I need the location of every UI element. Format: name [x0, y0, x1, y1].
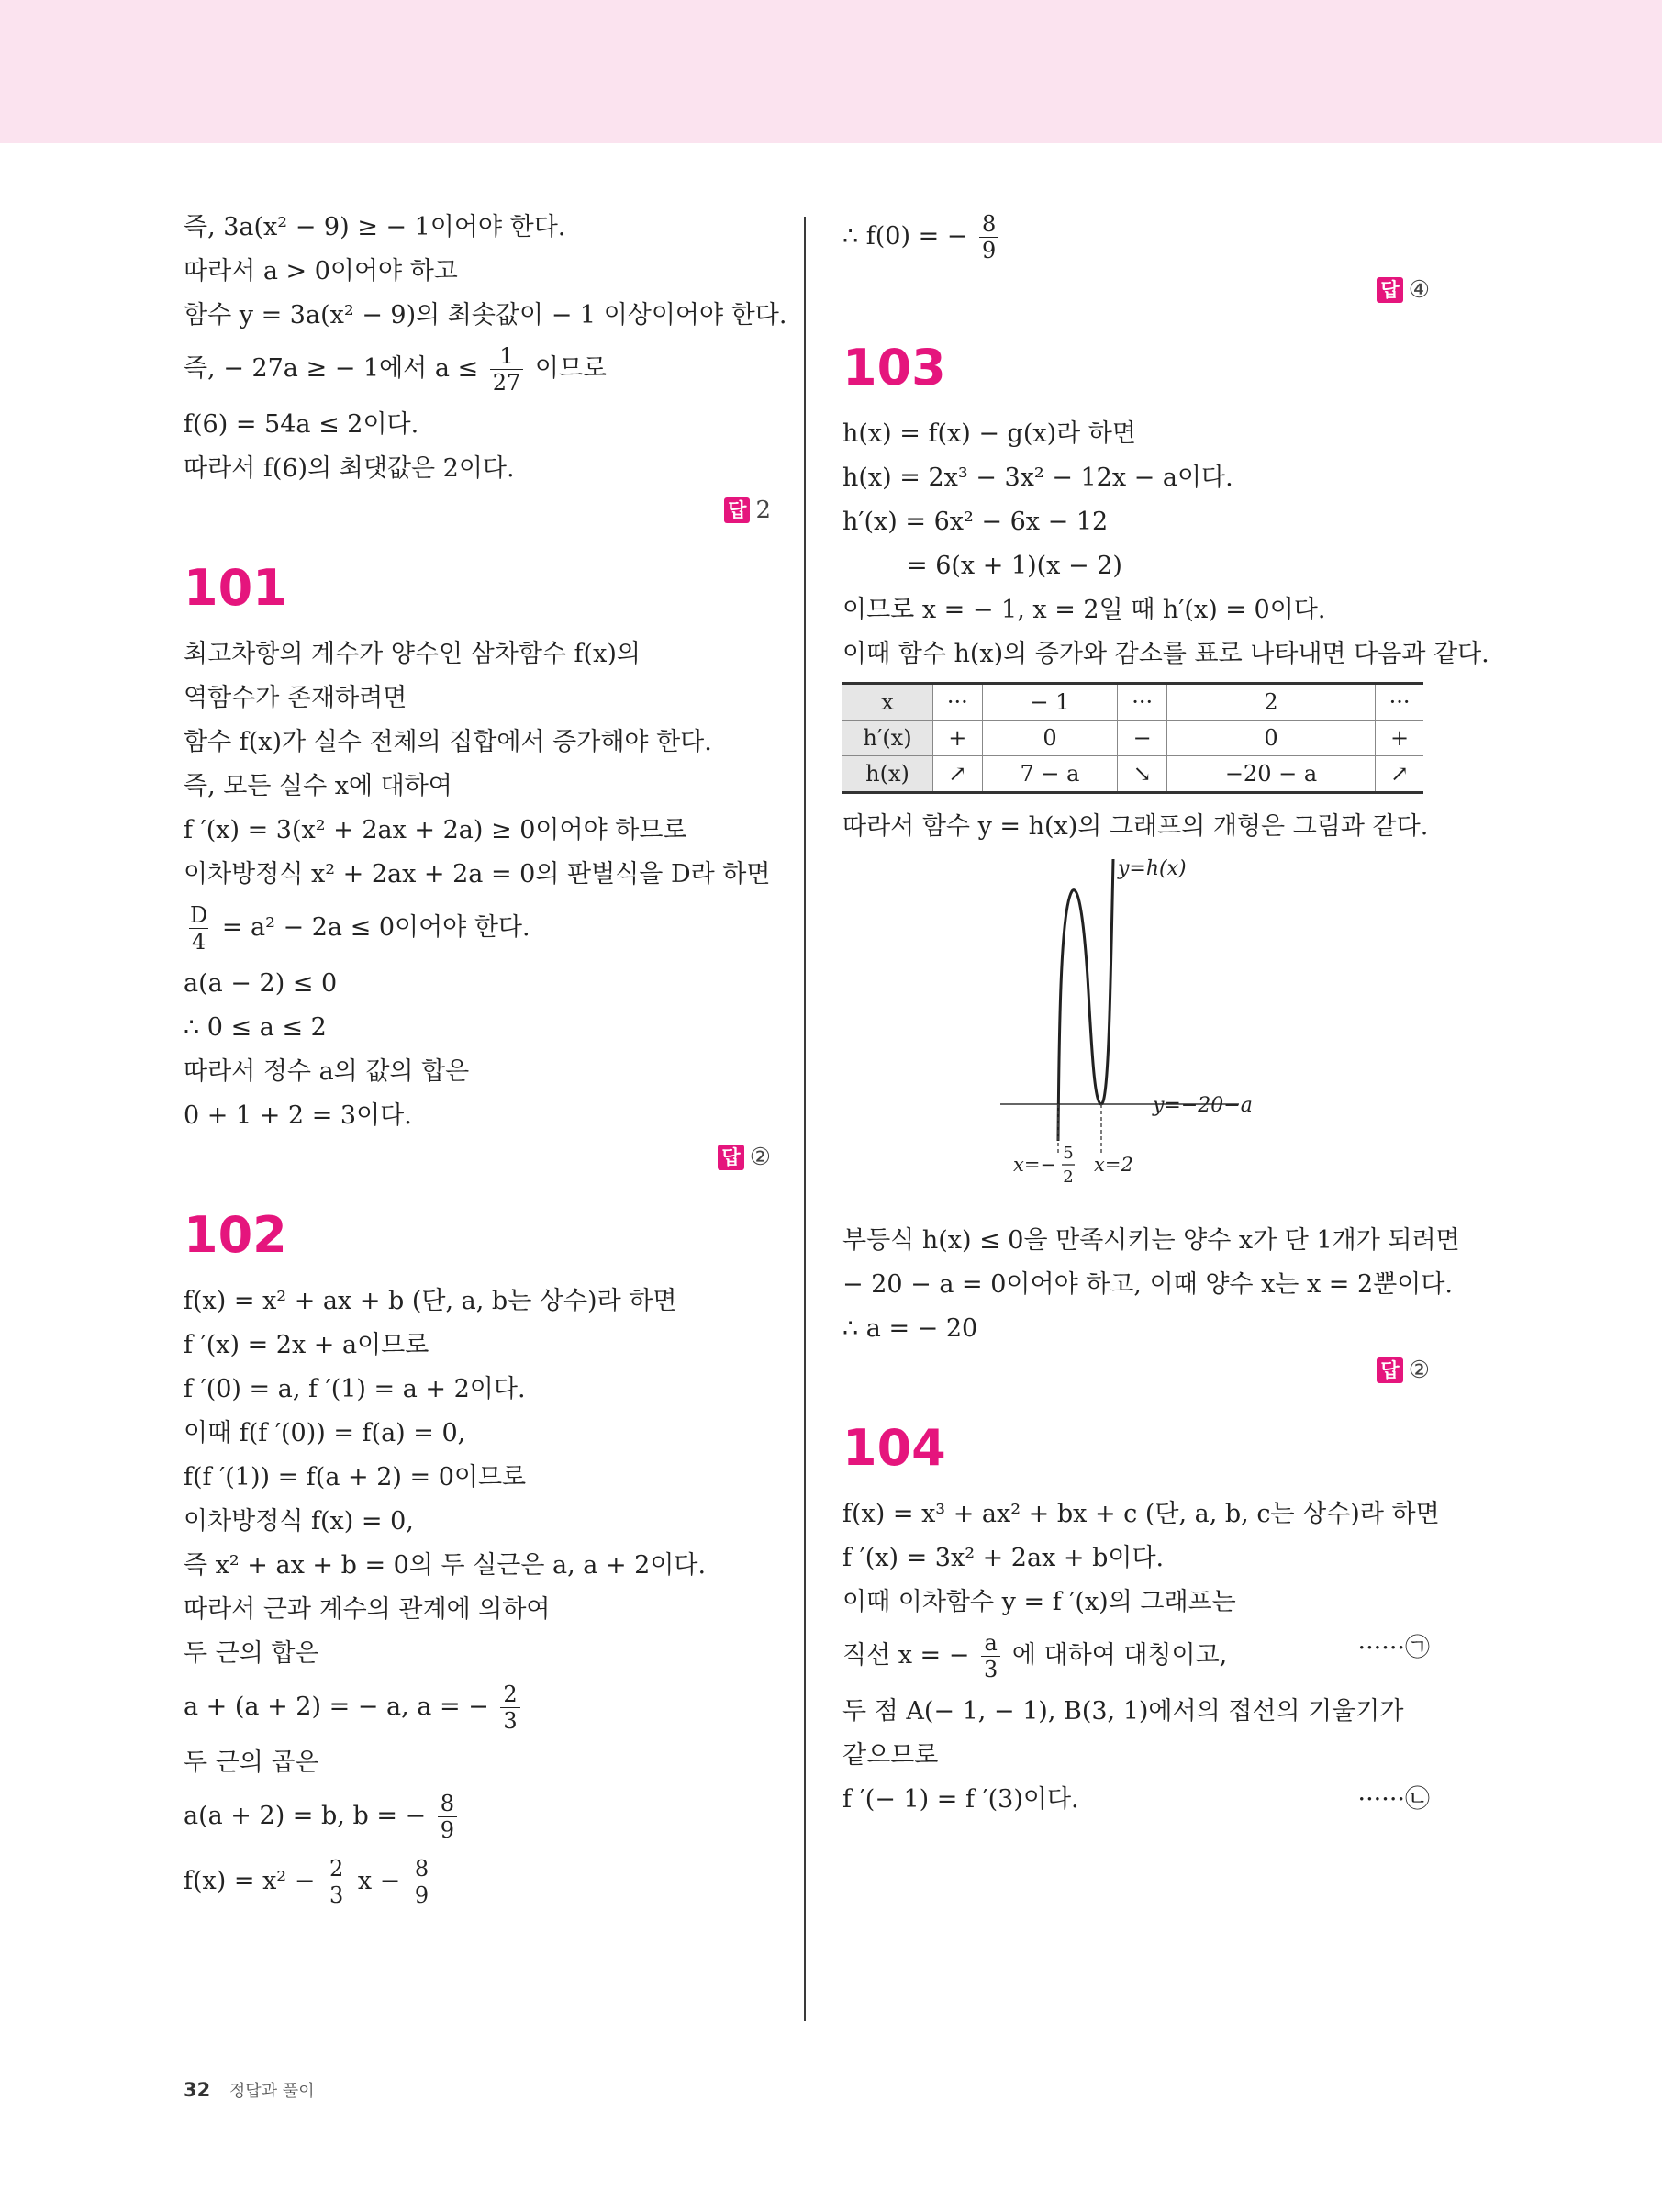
function-graph	[842, 855, 1430, 1208]
text-segment: 이므로	[534, 354, 608, 383]
table-cell: −	[1118, 721, 1167, 756]
text-line: 두 근의 곱은	[184, 1748, 319, 1777]
table-cell: − 1	[982, 684, 1118, 721]
text-line: f(f ′(1)) = f(a + 2) = 0이므로	[184, 1463, 527, 1491]
answer-badge: 답	[1377, 1357, 1402, 1383]
table-cell: x	[842, 684, 933, 721]
table-cell: ···	[1376, 684, 1423, 721]
text-segment: a(a + 2) = b, b = −	[184, 1802, 427, 1830]
text-line: = 6(x + 1)(x − 2)	[907, 552, 1122, 580]
text-segment: x −	[357, 1867, 401, 1895]
text-line: 이때 이차함수 y = f ′(x)의 그래프는	[842, 1588, 1236, 1616]
page-footer	[184, 2078, 315, 2102]
text-line: 같으므로	[842, 1741, 939, 1770]
page-number: 32	[184, 2079, 211, 2101]
text-line: f ′(x) = 3(x² + 2ax + 2a) ≥ 0이어야 하므로	[184, 816, 687, 844]
text-line: 따라서 a > 0이어야 하고	[184, 257, 458, 285]
answer-row	[842, 276, 1430, 304]
x-left-denominator: 2	[1063, 1167, 1074, 1187]
text-line: 이차방정식 x² + 2ax + 2a = 0의 판별식을 D라 하면	[184, 860, 771, 888]
text-line: 0 + 1 + 2 = 3이다.	[184, 1101, 412, 1130]
fraction	[438, 1791, 457, 1843]
answer-value: 2	[755, 497, 771, 524]
text-line: h′(x) = 6x² − 6x − 12	[842, 508, 1109, 536]
denominator: 4	[189, 928, 208, 955]
text-line: f(6) = 54a ≤ 2이다.	[184, 410, 419, 439]
table-cell: −20 − a	[1166, 756, 1375, 793]
table-cell: 0	[1166, 721, 1375, 756]
text-segment: f ′(− 1) = f ′(3)이다.	[842, 1785, 1079, 1814]
text-line	[184, 1681, 771, 1734]
numerator: 1	[499, 343, 514, 369]
top-band	[0, 0, 1662, 143]
problem-number: 101	[184, 559, 287, 617]
table-cell: h′(x)	[842, 721, 933, 756]
numerator: D	[190, 902, 208, 928]
denominator: 9	[438, 1816, 457, 1843]
table-cell: h(x)	[842, 756, 933, 793]
table-row	[842, 721, 1423, 756]
text-line: ∴ 0 ≤ a ≤ 2	[184, 1013, 327, 1042]
text-line: ∴ a = − 20	[842, 1314, 978, 1343]
text-line: 따라서 근과 계수의 관계에 의하여	[184, 1595, 551, 1624]
denominator: 9	[412, 1882, 431, 1908]
text-line: h(x) = f(x) − g(x)라 하면	[842, 419, 1136, 448]
numerator: 8	[982, 211, 997, 237]
curve-path	[1058, 859, 1113, 1141]
text-line: 함수 f(x)가 실수 전체의 집합에서 증가해야 한다.	[184, 728, 712, 756]
text-line: 역함수가 존재하려면	[184, 684, 407, 712]
text-line: a(a − 2) ≤ 0	[184, 969, 338, 998]
curve-label: y=h(x)	[1118, 857, 1187, 880]
text-segment: ∴ f(0) = −	[842, 222, 968, 251]
equation-marker: ······㉡	[1357, 1785, 1430, 1814]
table-cell: 7 − a	[982, 756, 1118, 793]
text-segment: f(x) = x² −	[184, 1867, 316, 1895]
fraction	[500, 1681, 519, 1734]
table-row	[842, 684, 1423, 721]
table-cell: ···	[1118, 684, 1167, 721]
text-line	[842, 211, 1430, 263]
right-column	[842, 211, 1489, 1827]
answer-badge: 답	[1377, 277, 1402, 303]
equation-marker: ······㉠	[1357, 1634, 1430, 1662]
denominator: 3	[500, 1707, 519, 1734]
text-line: − 20 − a = 0이어야 하고, 이때 양수 x는 x = 2뿐이다.	[842, 1270, 1453, 1299]
text-line	[842, 1630, 1430, 1682]
text-line	[184, 343, 771, 396]
fraction	[979, 211, 998, 263]
problem-number: 103	[842, 339, 946, 397]
text-line	[184, 1856, 771, 1908]
text-segment: = a² − 2a ≤ 0이어야 한다.	[221, 913, 530, 942]
line-label: y=−20−a	[1153, 1094, 1253, 1117]
table-cell: 0	[982, 721, 1118, 756]
text-line: 함수 y = 3a(x² − 9)의 최솟값이 − 1 이상이어야 한다.	[184, 301, 787, 330]
answer-badge: 답	[724, 497, 750, 523]
text-line: 즉, 모든 실수 x에 대하여	[184, 772, 452, 800]
answer-value: ②	[1408, 1357, 1430, 1384]
table-cell: ↘	[1118, 756, 1167, 793]
text-line: f(x) = x³ + ax² + bx + c (단, a, b, c는 상수)라 하면	[842, 1500, 1440, 1528]
table-cell: ↗	[933, 756, 983, 793]
text-segment: a + (a + 2) = − a, a = −	[184, 1693, 489, 1721]
problem-number: 104	[842, 1419, 946, 1477]
left-column	[184, 211, 787, 1921]
fraction	[490, 343, 524, 396]
table-cell: +	[933, 721, 983, 756]
text-line: 최고차항의 계수가 양수인 삼차함수 f(x)의	[184, 640, 641, 668]
x-right-label: x=2	[1094, 1154, 1133, 1176]
fraction	[187, 902, 210, 955]
x-left-numerator: 5	[1063, 1144, 1074, 1163]
footer-title: 정답과 풀이	[229, 2082, 315, 2101]
denominator: 3	[981, 1656, 1000, 1682]
fraction	[412, 1856, 431, 1908]
text-line: 따라서 정수 a의 값의 합은	[184, 1057, 470, 1086]
table-cell: ···	[933, 684, 983, 721]
text-line	[184, 1791, 771, 1843]
text-segment: 에 대하여 대칭이고,	[1011, 1641, 1228, 1670]
numerator: a	[984, 1630, 998, 1656]
text-line	[842, 1783, 1430, 1816]
answer-badge: 답	[718, 1145, 743, 1170]
text-line: 이때 f(f ′(0)) = f(a) = 0,	[184, 1419, 466, 1447]
text-line: 따라서 함수 y = h(x)의 그래프의 개형은 그림과 같다.	[842, 812, 1429, 841]
text-line	[184, 902, 771, 955]
text-line: f ′(x) = 2x + a이므로	[184, 1331, 429, 1359]
fraction	[327, 1856, 346, 1908]
denominator: 3	[327, 1882, 346, 1908]
text-line: 이때 함수 h(x)의 증가와 감소를 표로 나타내면 다음과 같다.	[842, 640, 1489, 668]
table-cell: ↗	[1376, 756, 1423, 793]
graph-figure	[842, 855, 1430, 1212]
text-line: 이므로 x = − 1, x = 2일 때 h′(x) = 0이다.	[842, 596, 1326, 624]
text-segment: 직선 x = −	[842, 1641, 970, 1670]
text-line: 두 점 A(− 1, − 1), B(3, 1)에서의 접선의 기울기가	[842, 1697, 1404, 1726]
answer-value: ④	[1408, 276, 1430, 304]
numerator: 8	[440, 1791, 455, 1816]
numerator: 8	[414, 1856, 429, 1882]
answer-row	[184, 1144, 771, 1171]
text-line: 두 근의 합은	[184, 1639, 319, 1668]
table-row	[842, 756, 1423, 793]
text-line: 부등식 h(x) ≤ 0을 만족시키는 양수 x가 단 1개가 되려면	[842, 1226, 1460, 1255]
problem-number: 102	[184, 1206, 287, 1264]
denominator: 27	[490, 369, 524, 396]
text-line: 즉 x² + ax + b = 0의 두 실근은 a, a + 2이다.	[184, 1551, 707, 1580]
text-line: f ′(x) = 3x² + 2ax + b이다.	[842, 1544, 1165, 1572]
sign-table	[842, 682, 1423, 794]
denominator: 9	[979, 237, 998, 263]
text-line: 따라서 f(6)의 최댓값은 2이다.	[184, 454, 515, 483]
fraction	[981, 1630, 1000, 1682]
numerator: 2	[329, 1856, 344, 1882]
table-cell: +	[1376, 721, 1423, 756]
answer-row	[842, 1357, 1430, 1384]
table-cell: 2	[1166, 684, 1375, 721]
text-line: f(x) = x² + ax + b (단, a, b는 상수)라 하면	[184, 1287, 677, 1315]
numerator: 2	[503, 1681, 518, 1707]
text-line: 이차방정식 f(x) = 0,	[184, 1507, 414, 1536]
text-line: h(x) = 2x³ − 3x² − 12x − a이다.	[842, 464, 1233, 492]
answer-row	[184, 497, 771, 524]
column-divider	[804, 217, 806, 2021]
answer-value: ②	[749, 1144, 771, 1171]
x-left-label: x=−	[1013, 1154, 1057, 1176]
text-line: 즉, 3a(x² − 9) ≥ − 1이어야 한다.	[184, 213, 566, 241]
text-segment: 즉, − 27a ≥ − 1에서 a ≤	[184, 354, 479, 383]
text-line: f ′(0) = a, f ′(1) = a + 2이다.	[184, 1375, 526, 1403]
